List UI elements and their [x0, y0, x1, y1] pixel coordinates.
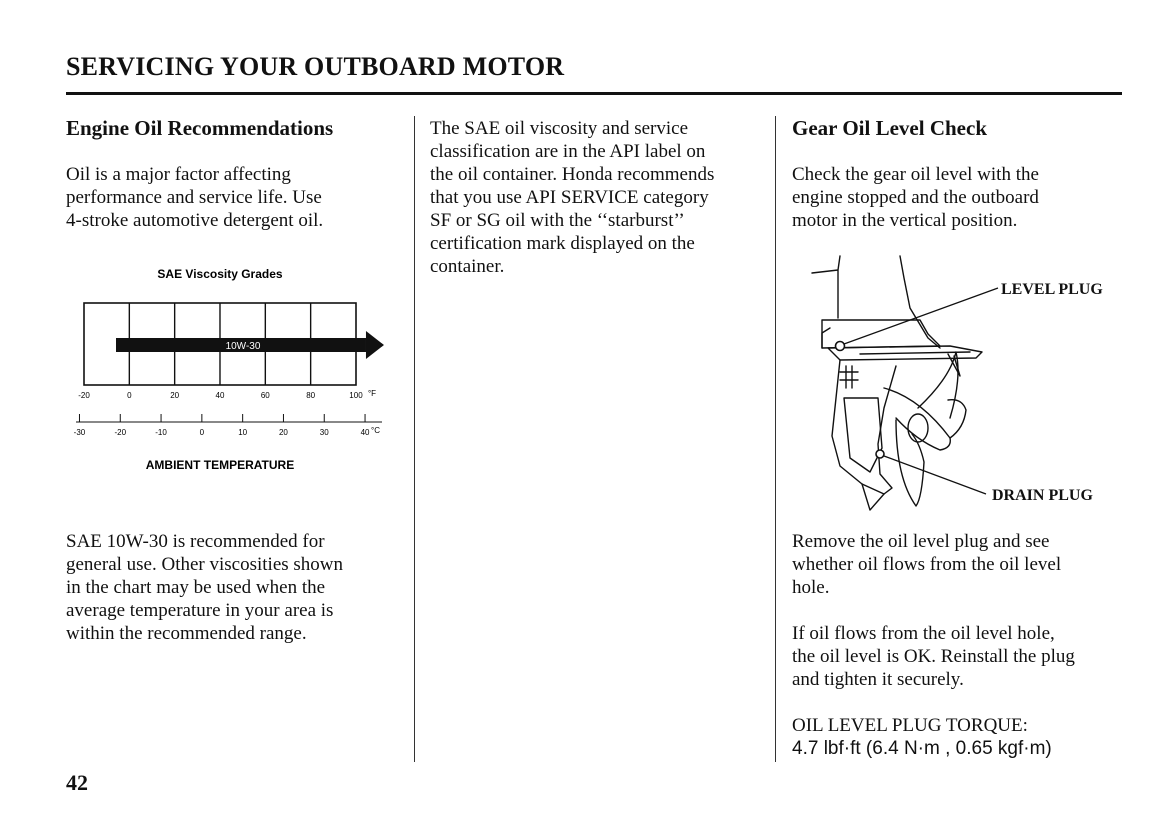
title-rule [66, 92, 1122, 95]
celsius-tick-label: 0 [199, 428, 205, 437]
text-line: average temperature in your area is [66, 600, 334, 621]
text-line: The SAE oil viscosity and service [430, 118, 689, 139]
text-line: Oil is a major factor affecting [66, 164, 291, 185]
fahrenheit-tick-label: 80 [306, 391, 316, 400]
engine-oil-intro [66, 163, 323, 232]
fahrenheit-tick-label: 40 [215, 391, 225, 400]
page-number: 42 [66, 770, 88, 795]
fahrenheit-tick-label: 100 [349, 391, 363, 400]
text-line: performance and service life. Use [66, 187, 322, 208]
text-line: the oil container. Honda recommends [430, 164, 715, 185]
text-line: If oil flows from the oil level hole, [792, 623, 1055, 644]
celsius-tick-label: 10 [238, 428, 248, 437]
level-plug-leader [844, 288, 998, 344]
torque-value: 4.7 lbf·ft (6.4 N·m , 0.65 kgf·m) [792, 738, 1052, 759]
level-plug [836, 342, 845, 351]
text-line: Remove the oil level plug and see [792, 531, 1050, 552]
text-line: 4-stroke automotive detergent oil. [66, 210, 324, 231]
text-line: in the chart may be used when the [66, 577, 326, 598]
drain-plug-leader [884, 456, 986, 494]
gear-oil-heading: Gear Oil Level Check [792, 116, 987, 140]
text-line: SAE 10W-30 is recommended for [66, 531, 325, 552]
celsius-tick-label: 30 [319, 428, 329, 437]
chart-title: SAE Viscosity Grades [157, 267, 283, 281]
oil-level-ok-paragraph [792, 622, 1075, 691]
text-line: hole. [792, 577, 830, 598]
fahrenheit-tick-label: 60 [260, 391, 270, 400]
torque-label: OIL LEVEL PLUG TORQUE: [792, 715, 1028, 736]
fahrenheit-tick-label: 20 [170, 391, 180, 400]
gear-oil-intro [792, 163, 1039, 232]
text-line: that you use API SERVICE category [430, 187, 709, 208]
text-line: the oil level is OK. Reinstall the plug [792, 646, 1075, 667]
page-title: SERVICING YOUR OUTBOARD MOTOR [66, 52, 565, 81]
celsius-tick-label: -10 [155, 428, 167, 437]
celsius-unit: °C [371, 426, 381, 435]
column-divider-right [775, 116, 776, 762]
celsius-axis [74, 414, 381, 437]
remove-plug-paragraph [792, 530, 1061, 599]
celsius-tick-label: 20 [278, 428, 288, 437]
text-line: and tighten it securely. [792, 669, 964, 690]
celsius-tick-label: 40 [360, 428, 370, 437]
text-line: motor in the vertical position. [792, 210, 1018, 231]
fahrenheit-unit: °F [367, 389, 377, 398]
celsius-tick-label: -30 [73, 428, 86, 437]
text-line: engine stopped and the outboard [792, 187, 1039, 208]
fahrenheit-tick-label: 0 [127, 391, 132, 400]
gearcase-drawing [812, 256, 982, 510]
text-line: within the recommended range. [66, 623, 307, 644]
text-line: general use. Other viscosities shown [66, 554, 344, 575]
fahrenheit-axis [78, 389, 376, 400]
drain-plug-label: DRAIN PLUG [992, 487, 1093, 504]
viscosity-chart [66, 255, 396, 480]
viscosity-band-arrowhead [366, 331, 384, 359]
celsius-tick-label: -20 [114, 428, 127, 437]
text-line: SF or SG oil with the ‘‘starburst’’ [430, 210, 685, 231]
engine-oil-heading: Engine Oil Recommendations [66, 116, 334, 140]
text-line: certification mark displayed on the [430, 233, 695, 254]
torque-spec [792, 714, 1052, 760]
text-line: classification are in the API label on [430, 141, 706, 162]
fahrenheit-tick-label: -20 [78, 391, 90, 400]
text-line: whether oil flows from the oil level [792, 554, 1062, 575]
api-service-paragraph [430, 117, 714, 278]
level-plug-label: LEVEL PLUG [1001, 281, 1103, 298]
chart-axis-title: AMBIENT TEMPERATURE [145, 458, 295, 472]
viscosity-band-label: 10W-30 [225, 341, 261, 352]
chart-band-group [116, 331, 384, 359]
text-line: container. [430, 256, 505, 277]
drain-plug [876, 450, 884, 458]
text-line: Check the gear oil level with the [792, 164, 1039, 185]
column-divider-left [414, 116, 415, 762]
engine-oil-recommendation [66, 530, 343, 645]
